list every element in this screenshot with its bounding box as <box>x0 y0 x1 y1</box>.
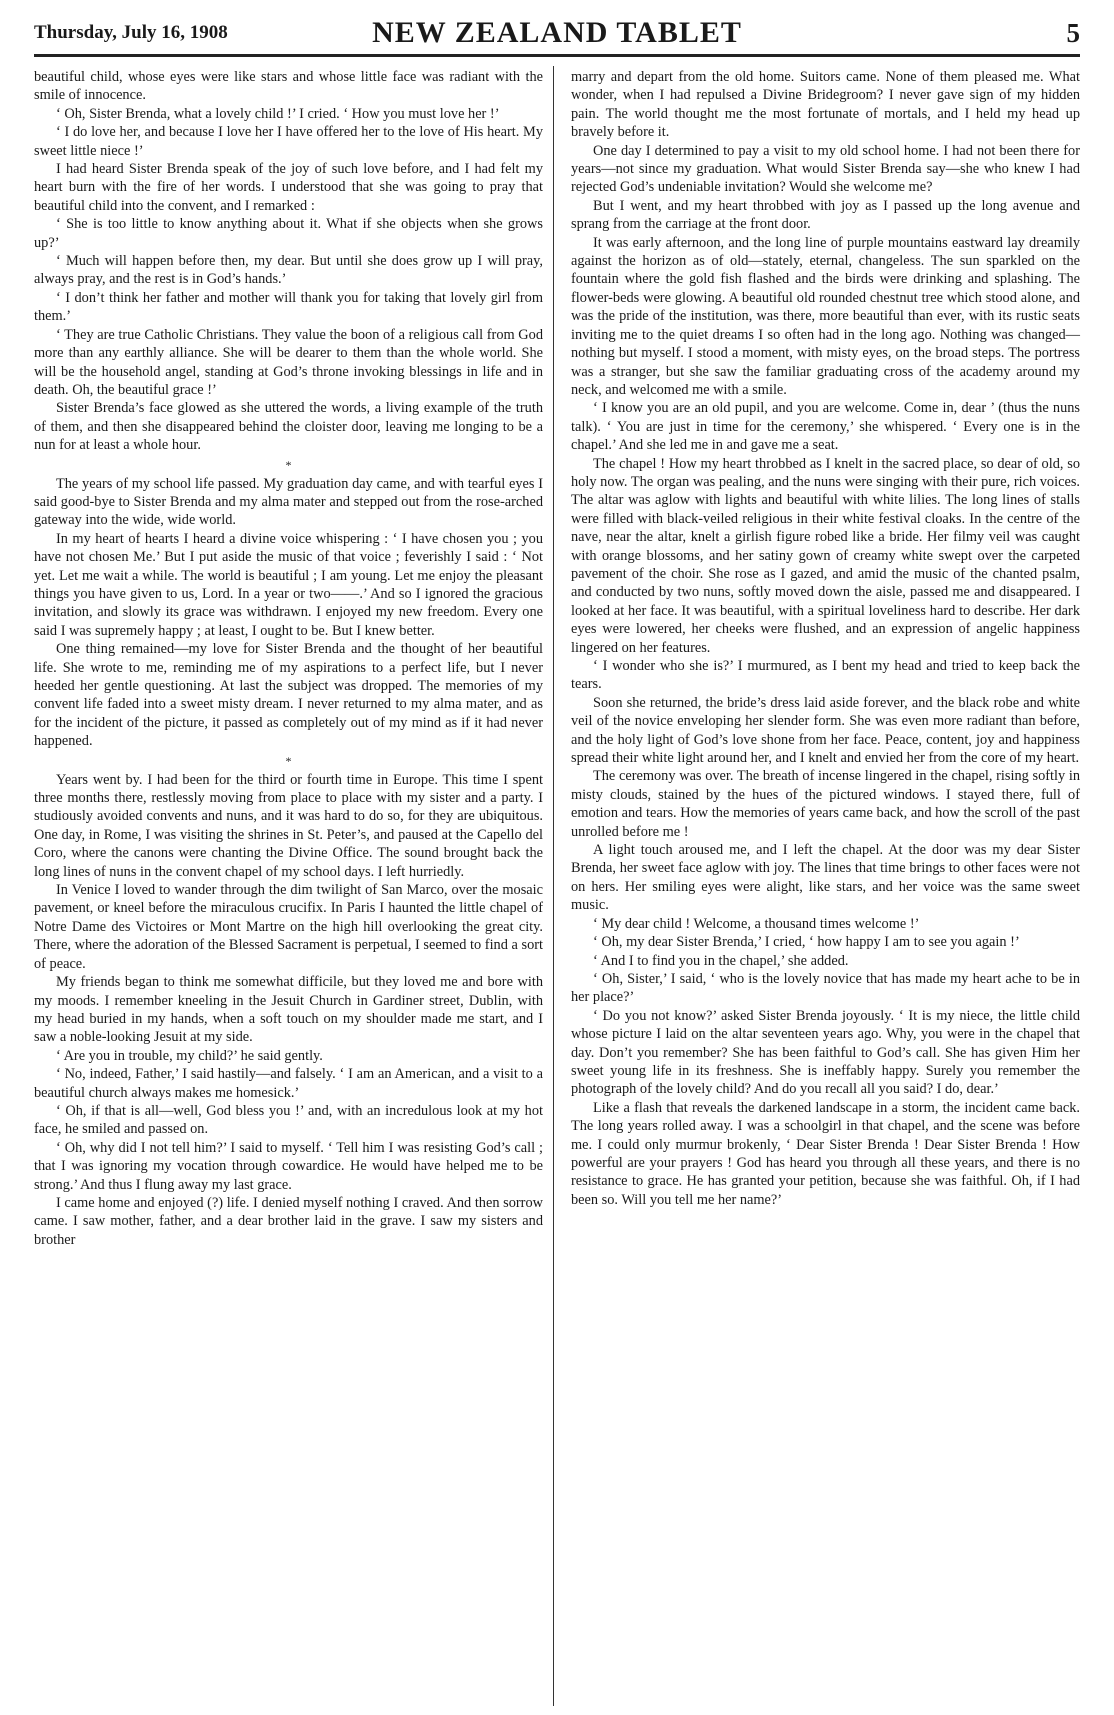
paragraph: One day I determined to pay a visit to my old school home. I had not been there for years—not since my graduation. What would Sister Brenda say—she who knew I had rejected God’s undeniable invitation? Would she welcome me? <box>571 142 1080 196</box>
paragraph: I had heard Sister Brenda speak of the joy of such love before, and I had felt my heart burn with the fire of her words. I understood that she was going to pray that beautiful child into the convent, and I remarked : <box>34 161 543 214</box>
paragraph: ‘ I do love her, and because I love her I have offered her to the love of His heart. My sweet little niece !’ <box>34 124 543 159</box>
paragraph: A light touch aroused me, and I left the chapel. At the door was my dear Sister Brenda, her sweet face aglow with joy. The lines that time brings to other faces were not on hers. Her smiling eyes were alight, like stars, and her voice was the same sweet music. <box>571 842 1080 914</box>
page-header <box>34 12 1080 52</box>
paragraph: ‘ I know you are an old pupil, and you are welcome. Come in, dear ’ (thus the nuns talk). ‘ You are just in time for the ceremony,’ she whispered. ‘ Every one is in the chapel.’ And she led me in and gave me a seat. <box>571 400 1080 454</box>
paragraph: ‘ And I to find you in the chapel,’ she added. <box>593 952 849 969</box>
paragraph: marry and depart from the old home. Suitors came. None of them pleased me. What wonder, when I had repulsed a Divine Bridegroom? I never gave sign of my hidden pain. The world thought me the most fortunate of mortals, and I held my head up bravely before it. <box>571 69 1080 141</box>
paragraph: In my heart of hearts I heard a divine voice whispering : ‘ I have chosen you ; you have not chosen Me.’ But I put aside the music of that voice ; feverishly I said : ‘ Not yet. Let me wait a while. The world is beautiful ; I am young. Let me enjoy the pleasant things you have given to us, Lord. In a year or two——.’ And so I ignored the gracious invitation, and slowly its grace was withdrawn. I enjoyed my new freedom. Every one said I was supremely happy ; at least, I ought to be. But I knew better. <box>34 530 543 639</box>
paragraph: ‘ Oh, if that is all—well, God bless you !’ and, with an incredulous look at my hot face, he smiled and passed on. <box>34 1102 543 1138</box>
paragraph: ‘ Oh, Sister Brenda, what a lovely child !’ I cried. ‘ How you must love her !’ <box>56 105 500 122</box>
paragraph: ‘ I don’t think her father and mother will thank you for taking that lovely girl from them.’ <box>34 289 543 325</box>
paragraph: ‘ Are you in trouble, my child?’ he said gently. <box>56 1047 323 1064</box>
paragraph: ‘ My dear child ! Welcome, a thousand times welcome !’ <box>593 915 920 932</box>
paragraph: The years of my school life passed. My graduation day came, and with tearful eyes I said good-bye to Sister Brenda and my alma mater and stepped out from the rose-arched gateway into the wide, wide world. <box>34 475 543 529</box>
paragraph: ‘ No, indeed, Father,’ I said hastily—and falsely. ‘ I am an American, and a visit to a beautiful church always makes me homesick.’ <box>34 1066 543 1101</box>
paragraph: beautiful child, whose eyes were like stars and whose little face was radiant with the smile of innocence. <box>34 69 543 104</box>
paragraph: ‘ I wonder who she is?’ I murmured, as I bent my head and tried to keep back the tears. <box>571 658 1080 693</box>
paragraph: Years went by. I had been for the third or fourth time in Europe. This time I spent three months there, restlessly moving from place to place with my sister and a party. I studiously avoided convents and nuns, and it was hard to do so, for they are ubiquitous. One day, in Rome, I was visiting the shrines in St. Peter’s, and paused at the Capello del Coro, where the canons were chanting the Divine Office. The sound brought back the long lines of nuns in the convent chapel of my school days. I left hurriedly. <box>34 771 543 880</box>
paragraph: ‘ Oh, Sister,’ I said, ‘ who is the lovely novice that has made my heart ache to be in her place?’ <box>571 970 1080 1006</box>
paragraph: ‘ Oh, why did I not tell him?’ I said to myself. ‘ Tell him I was resisting God’s call ; that I was ignoring my vocation through cowardice. He would have helped me to be strong.’ And thus I flung away my last grace. <box>34 1139 543 1193</box>
paragraph: I came home and enjoyed (?) life. I denied myself nothing I craved. And then sorrow came. I saw mother, father, and a dear brother laid in the grave. I saw my sisters and brother <box>34 1194 543 1248</box>
paragraph: It was early afternoon, and the long line of purple mountains eastward lay dreamily against the horizon as of old—stately, eternal, changeless. The sun sparkled on the fountain where the gold fish flashed and the birds were drinking and splashing. The flower-beds were glowing. A beautiful old rounded chestnut tree which stood alone, and was the pride of the institution, was there, more beautiful than ever, with its rustic seats inviting me to the quiet dreams I so often had in the long ago. Nothing was changed—nothing but myself. I stood a moment, with misty eyes, on the broad steps. The portress was a stranger, but she saw the familiar graduating cross of the academy around my neck, and welcomed me with a smile. <box>571 234 1080 398</box>
column-divider <box>553 66 554 1706</box>
page-number: 5 <box>1066 18 1080 48</box>
paragraph: ‘ Oh, my dear Sister Brenda,’ I cried, ‘ how happy I am to see you again !’ <box>593 934 1020 951</box>
header-rule <box>34 54 1080 57</box>
paragraph: The chapel ! How my heart throbbed as I knelt in the sacred place, so dear of old, so holy now. The organ was pealing, and the nuns were singing with their pure, rich voices. The altar was aglow with lights and beautiful with white lilies. The long lines of stalls were filled with black-veiled religious in their white festival cloaks. In the centre of the nave, near the altar, knelt a girlish figure robed like a bride. Her filmy veil was caught with orange blossoms, and her satiny gown of creamy white swept over the carpeted pavement of the choir. She rose as I gazed, and amid the music of the chanted psalm, and conducted by two nuns, softly moved down the aisle, passed me and disappeared. I looked at her face. It was beautiful, with a spiritual loveliness hard to describe. Her dark eyes were lowered, her cheeks were flushed, and an expression of angelic happiness lingered on her features. <box>571 455 1080 656</box>
paragraph: My friends began to think me somewhat difficile, but they loved me and bore with my moods. I remember kneeling in the Jesuit Church in Gardiner street, Dublin, with my head buried in my hands, when a soft touch on my shoulder made me start, and I saw a noble-looking Jesuit at my side. <box>34 974 543 1046</box>
paragraph: ‘ Much will happen before then, my dear. But until she does grow up I will pray, always pray, and the rest is in God’s hands.’ <box>34 253 543 288</box>
paragraph: ‘ She is too little to know anything about it. What if she objects when she grows up?’ <box>34 216 543 251</box>
header-date: Thursday, July 16, 1908 <box>34 22 228 43</box>
section-divider-star: * <box>285 457 292 472</box>
paragraph: Like a flash that reveals the darkened landscape in a storm, the incident came back. The long years rolled away. I was a schoolgirl in that chapel, and the scene was before me. I could only murmur brokenly, ‘ Dear Sister Brenda ! Dear Sister Brenda ! How powerful are your prayers ! God has heard you through all these years, and there is no resistance to grace. He has granted your petition, because she was faithful. Oh, if I had been so. Will you tell me her name?’ <box>571 1099 1080 1208</box>
paragraph: One thing remained—my love for Sister Brenda and the thought of her beautiful life. She wrote to me, reminding me of my aspirations to a perfect life, but I never heeded her gentle questioning. At last the subject was dropped. The memories of my convent life faded into a sweet misty dream. I never returned to my alma mater, and as for the incident of the picture, it passed as completely out of my mind as if it had never happened. <box>34 641 543 750</box>
paragraph: In Venice I loved to wander through the dim twilight of San Marco, over the mosaic pavement, or kneel before the miraculous crucifix. In Paris I haunted the little chapel of Notre Dame des Victoires or Mont Martre on the high hill overlooking the great city. There, where the adoration of the Blessed Sacrament is perpetual, I seemed to find a sort of peace. <box>34 882 543 972</box>
paragraph: But I went, and my heart throbbed with joy as I passed up the long avenue and sprang from the carriage at the front door. <box>571 197 1080 233</box>
paragraph: ‘ They are true Catholic Christians. They value the boon of a religious call from God more than any earthly alliance. She will be dearer to them than the whole world. She will be the household angel, standing at God’s throne invoking blessings in life and in death. Oh, the beautiful grace !’ <box>34 326 543 398</box>
paragraph: Sister Brenda’s face glowed as she uttered the words, a living example of the truth of them, and then she disappeared behind the cloister door, leaving me longing to be a nun for at least a whole hour. <box>34 400 543 454</box>
right-column <box>571 68 1080 1209</box>
left-column <box>34 68 543 1249</box>
newspaper-title: NEW ZEALAND TABLET <box>372 16 742 49</box>
paragraph: Soon she returned, the bride’s dress laid aside forever, and the black robe and white veil of the novice enveloping her slender form. She was even more radiant than before, and the holy light of God’s love shone from her face. Peace, content, joy and happiness spread their white light around her, and I knelt and envied her from the core of my heart. <box>571 694 1080 767</box>
paragraph: The ceremony was over. The breath of incense lingered in the chapel, rising softly in misty clouds, stained by the hues of the pictured windows. I stayed there, full of emotion and tears. How the memories of years came back, and how the scroll of the past unrolled before me ! <box>571 768 1080 840</box>
paragraph: ‘ Do you not know?’ asked Sister Brenda joyously. ‘ It is my niece, the little child whose picture I laid on the altar seventeen years ago. Why, you were in the chapel that day. Don’t you remember? She has been faithful to God’s call. She has given Him her sweet young life in its freshness. She is ineffably happy. Surely you remember the photograph of the lovely child? And do you recall all you said? I do, dear.’ <box>571 1007 1080 1098</box>
section-divider-star: * <box>285 753 292 768</box>
